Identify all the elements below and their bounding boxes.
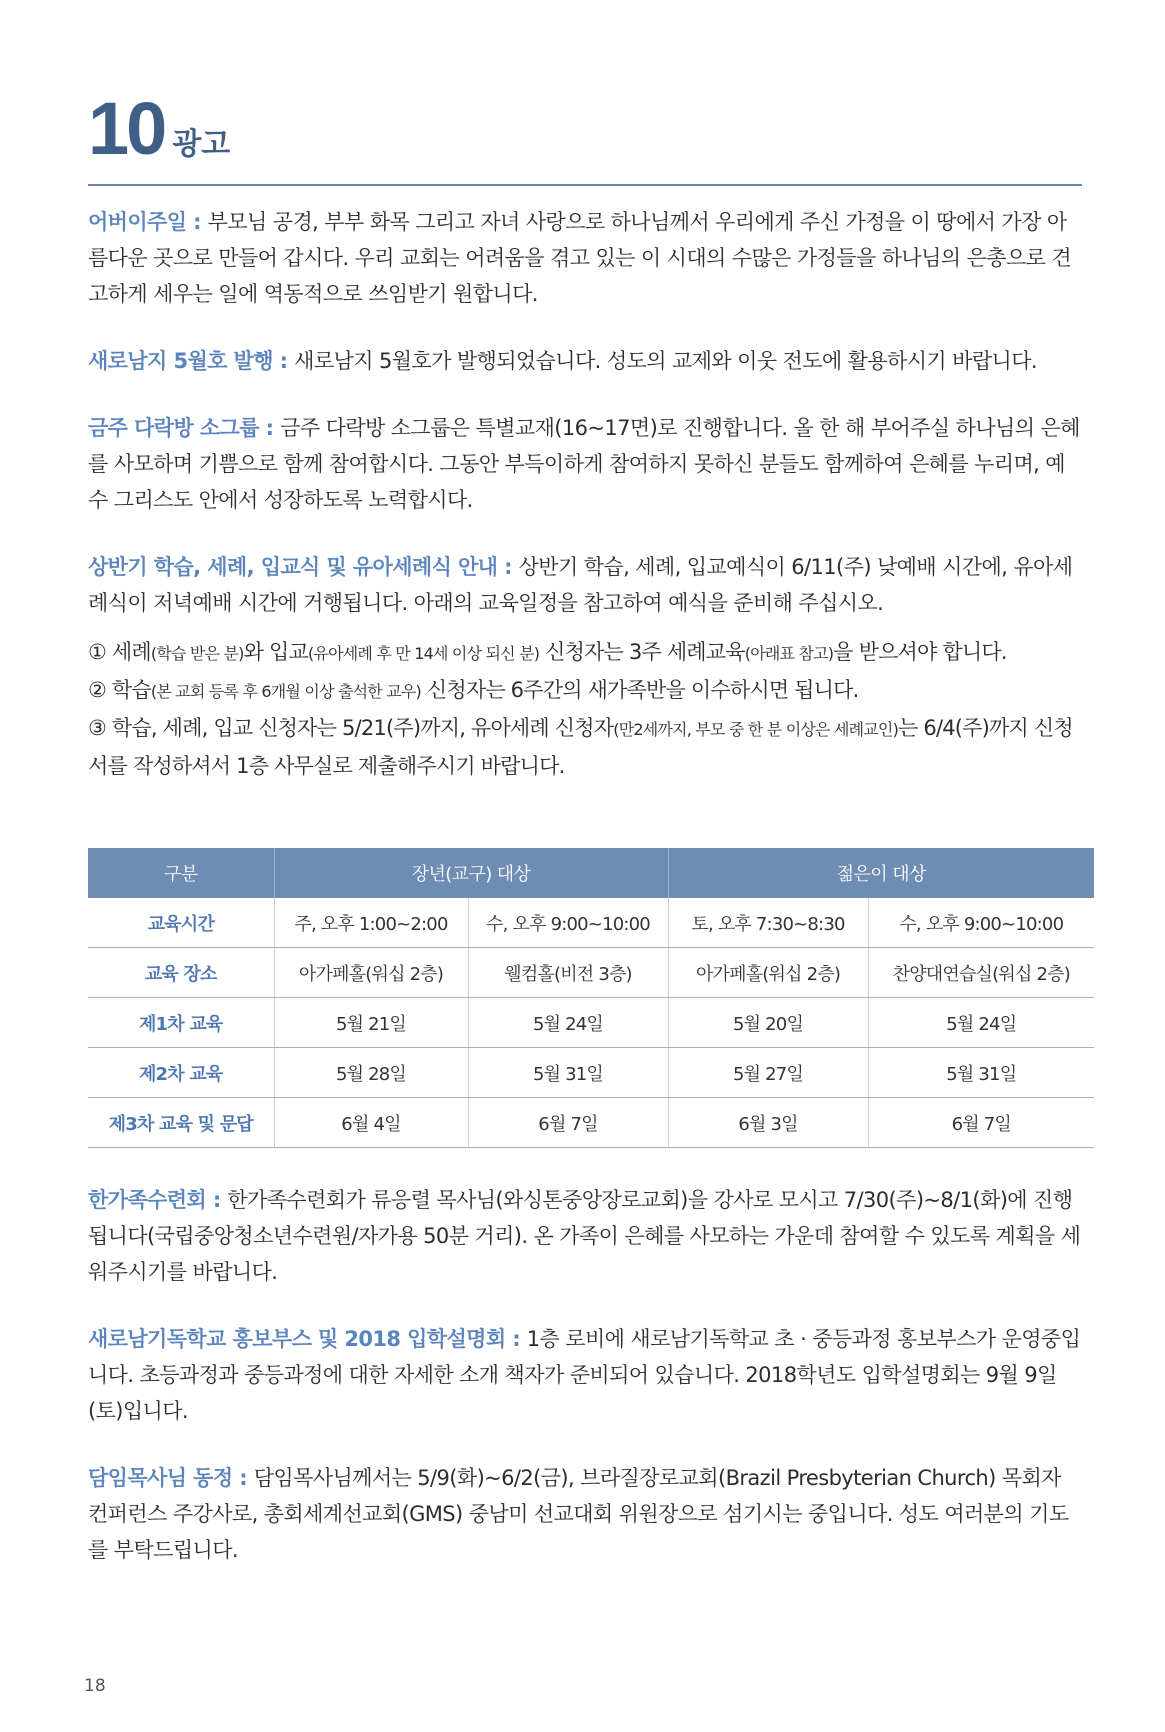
table-cell: 5월 20일 <box>668 998 868 1048</box>
announcement-text: 1층 로비에 새로남기독학교 초 · 중등과정 홍보부스가 운영중입니다. 초등과정과 중등과정에 대한 자세한 소개 책자가 준비되어 있습니다. 2018학년도 입학설명회는 9월 9일(토)입니다. <box>88 1327 1081 1423</box>
table-row <box>88 948 1094 998</box>
baptism-notes <box>88 634 1082 784</box>
note-item: ① 세례(학습 받은 분)와 입교(유아세례 후 만 14세 이상 되신 분) 신청자는 3주 세례교육(아래표 참고)을 받으셔야 합니다. <box>88 640 1007 664</box>
announcements <box>88 204 1082 1599</box>
table-cell: 5월 31일 <box>468 1048 668 1098</box>
announcement-parents-day <box>88 204 1082 312</box>
row-header-cell: 제3차 교육 및 문답 <box>88 1098 274 1148</box>
announcement-label: 금주 다락방 소그룹 : <box>88 416 281 440</box>
table-cell: 5월 24일 <box>868 998 1094 1048</box>
note-item: ② 학습(본 교회 등록 후 6개월 이상 출석한 교우) 신청자는 6주간의 새가족반을 이수하시면 됩니다. <box>88 678 859 702</box>
table-header-cell: 장년(교구) 대상 <box>274 848 668 898</box>
announcement-label: 어버이주일 : <box>88 210 208 234</box>
section-header <box>88 87 231 170</box>
table-header-row <box>88 848 1094 898</box>
table-cell: 찬양대연습실(워십 2층) <box>868 948 1094 998</box>
announcement-magazine <box>88 343 1082 379</box>
table-cell: 아가페홀(워십 2층) <box>274 948 468 998</box>
announcement-baptism <box>88 549 1082 621</box>
announcement-pastor-news <box>88 1460 1082 1568</box>
table-header-cell: 젊은이 대상 <box>668 848 1094 898</box>
table-row <box>88 998 1094 1048</box>
table-cell: 수, 오후 9:00~10:00 <box>868 898 1094 948</box>
table-cell: 토, 오후 7:30~8:30 <box>668 898 868 948</box>
table-cell: 5월 28일 <box>274 1048 468 1098</box>
table-cell: 6월 7일 <box>868 1098 1094 1148</box>
announcement-label: 상반기 학습, 세례, 입교식 및 유아세례식 안내 : <box>88 555 519 579</box>
announcement-text: 새로남지 5월호가 발행되었습니다. 성도의 교제와 이웃 전도에 활용하시기 바랍니다. <box>294 349 1037 373</box>
announcement-text: 부모님 공경, 부부 화목 그리고 자녀 사랑으로 하나님께서 우리에게 주신 가정을 이 땅에서 가장 아름다운 곳으로 만들어 갑시다. 우리 교회는 어려움을 겪고 있는 이 시대의 수많은 가정들을 하나님의 은총으로 견고하게 세우는 일에 역동적으로 쓰임받기 원합니다. <box>88 210 1072 306</box>
row-header-cell: 교육시간 <box>88 898 274 948</box>
announcement-text: 상반기 학습, 세례, 입교예식이 6/11(주) 낮예배 시간에, 유아세례식이 저녁예배 시간에 거행됩니다. 아래의 교육일정을 참고하여 예식을 준비해 주십시오. <box>88 555 1073 615</box>
table-row <box>88 1098 1094 1148</box>
announcement-school-booth <box>88 1321 1082 1429</box>
table-cell: 수, 오후 9:00~10:00 <box>468 898 668 948</box>
announcement-label: 새로남기독학교 홍보부스 및 2018 입학설명회 : <box>88 1327 527 1351</box>
table-row <box>88 898 1094 948</box>
row-header-cell: 제2차 교육 <box>88 1048 274 1098</box>
table-cell: 웰컴홀(비전 3층) <box>468 948 668 998</box>
table-cell: 6월 7일 <box>468 1098 668 1148</box>
table-cell: 5월 31일 <box>868 1048 1094 1098</box>
table-cell: 5월 27일 <box>668 1048 868 1098</box>
note-item: ③ 학습, 세례, 입교 신청자는 5/21(주)까지, 유아세례 신청자(만2세까지, 부모 중 한 분 이상은 세례교인)는 6/4(주)까지 신청서를 작성하셔서 1층 사무실로 제출해주시기 바랍니다. <box>88 716 1073 778</box>
page-number: 18 <box>84 1676 106 1696</box>
announcement-text: 금주 다락방 소그룹은 특별교재(16~17면)로 진행합니다. 올 한 해 부어주실 하나님의 은혜를 사모하며 기쁨으로 함께 참여합시다. 그동안 부득이하게 참여하지 못하신 분들도 함께하여 은혜를 누리며, 예수 그리스도 안에서 성장하도록 노력합시다. <box>88 416 1080 512</box>
table-row <box>88 1048 1094 1098</box>
table-header-cell: 구분 <box>88 848 274 898</box>
table-cell: 아가페홀(워십 2층) <box>668 948 868 998</box>
table-cell: 주, 오후 1:00~2:00 <box>274 898 468 948</box>
table-cell: 6월 4일 <box>274 1098 468 1148</box>
announcement-family-retreat <box>88 1182 1082 1290</box>
table-cell: 5월 21일 <box>274 998 468 1048</box>
announcement-text: 한가족수련회가 류응렬 목사님(와싱톤중앙장로교회)을 강사로 모시고 7/30(주)~8/1(화)에 진행됩니다(국립중앙청소년수련원/자가용 50분 거리). 온 가족이 은혜를 사모하는 가운데 참여할 수 있도록 계획을 세워주시기를 바랍니다. <box>88 1188 1081 1284</box>
table-cell: 5월 24일 <box>468 998 668 1048</box>
section-number: 10 <box>88 87 165 170</box>
announcement-text: 담임목사님께서는 5/9(화)~6/2(금), 브라질장로교회(Brazil Presbyterian Church) 목회자 컨퍼런스 주강사로, 총회세계선교회(GMS) 중남미 선교대회 위원장으로 섬기시는 중입니다. 성도 여러분의 기도를 부탁드립니다. <box>88 1466 1069 1562</box>
announcement-label: 담임목사님 동정 : <box>88 1466 254 1490</box>
row-header-cell: 제1차 교육 <box>88 998 274 1048</box>
announcement-small-group <box>88 410 1082 518</box>
table-cell: 6월 3일 <box>668 1098 868 1148</box>
announcement-label: 새로남지 5월호 발행 : <box>88 349 295 373</box>
row-header-cell: 교육 장소 <box>88 948 274 998</box>
announcement-label: 한가족수련회 : <box>88 1188 228 1212</box>
header-divider <box>88 184 1082 186</box>
education-schedule-table <box>88 848 1094 1148</box>
section-title: 광고 <box>172 127 231 162</box>
